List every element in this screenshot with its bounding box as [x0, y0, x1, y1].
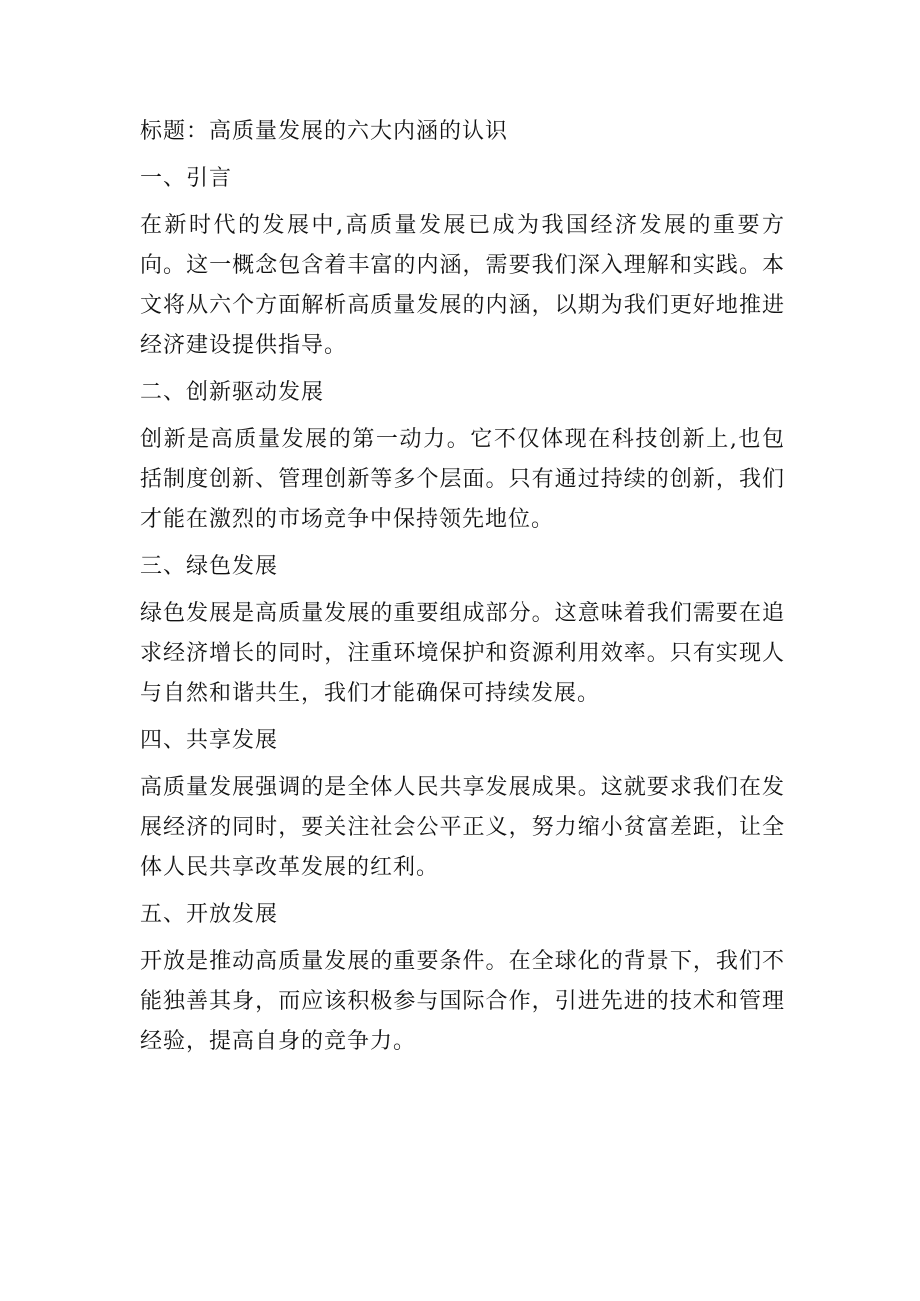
section-paragraph-openness: 开放是推动高质量发展的重要条件。在全球化的背景下，我们不能独善其身，而应该积极参与国际合作，引进先进的技术和管理经验，提高自身的竞争力。: [140, 949, 785, 1054]
section-heading-openness: 五、开放发展: [140, 902, 279, 927]
section-heading-innovation: 二、创新驱动发展: [140, 380, 325, 405]
section-heading-sharing: 四、共享发展: [140, 728, 279, 753]
section-heading-green: 三、绿色发展: [140, 554, 279, 579]
document-body: [140, 112, 785, 1069]
section-heading-introduction: 一、引言: [140, 166, 233, 191]
section-paragraph-sharing: 高质量发展强调的是全体人民共享发展成果。这就要求我们在发展经济的同时，要关注社会公平正义，努力缩小贫富差距，让全体人民共享改革发展的红利。: [140, 775, 785, 880]
section-paragraph-green: 绿色发展是高质量发展的重要组成部分。这意味着我们需要在追求经济增长的同时，注重环境保护和资源利用效率。只有实现人与自然和谐共生，我们才能确保可持续发展。: [140, 601, 785, 706]
document-title: 标题：高质量发展的六大内涵的认识: [140, 119, 509, 144]
section-paragraph-introduction: 在新时代的发展中,高质量发展已成为我国经济发展的重要方向。这一概念包含着丰富的内涵，需要我们深入理解和实践。本文将从六个方面解析高质量发展的内涵，以期为我们更好地推进经济建设提供指导。: [140, 213, 785, 358]
section-paragraph-innovation: 创新是高质量发展的第一动力。它不仅体现在科技创新上,也包括制度创新、管理创新等多个层面。只有通过持续的创新，我们才能在激烈的市场竞争中保持领先地位。: [140, 427, 785, 532]
